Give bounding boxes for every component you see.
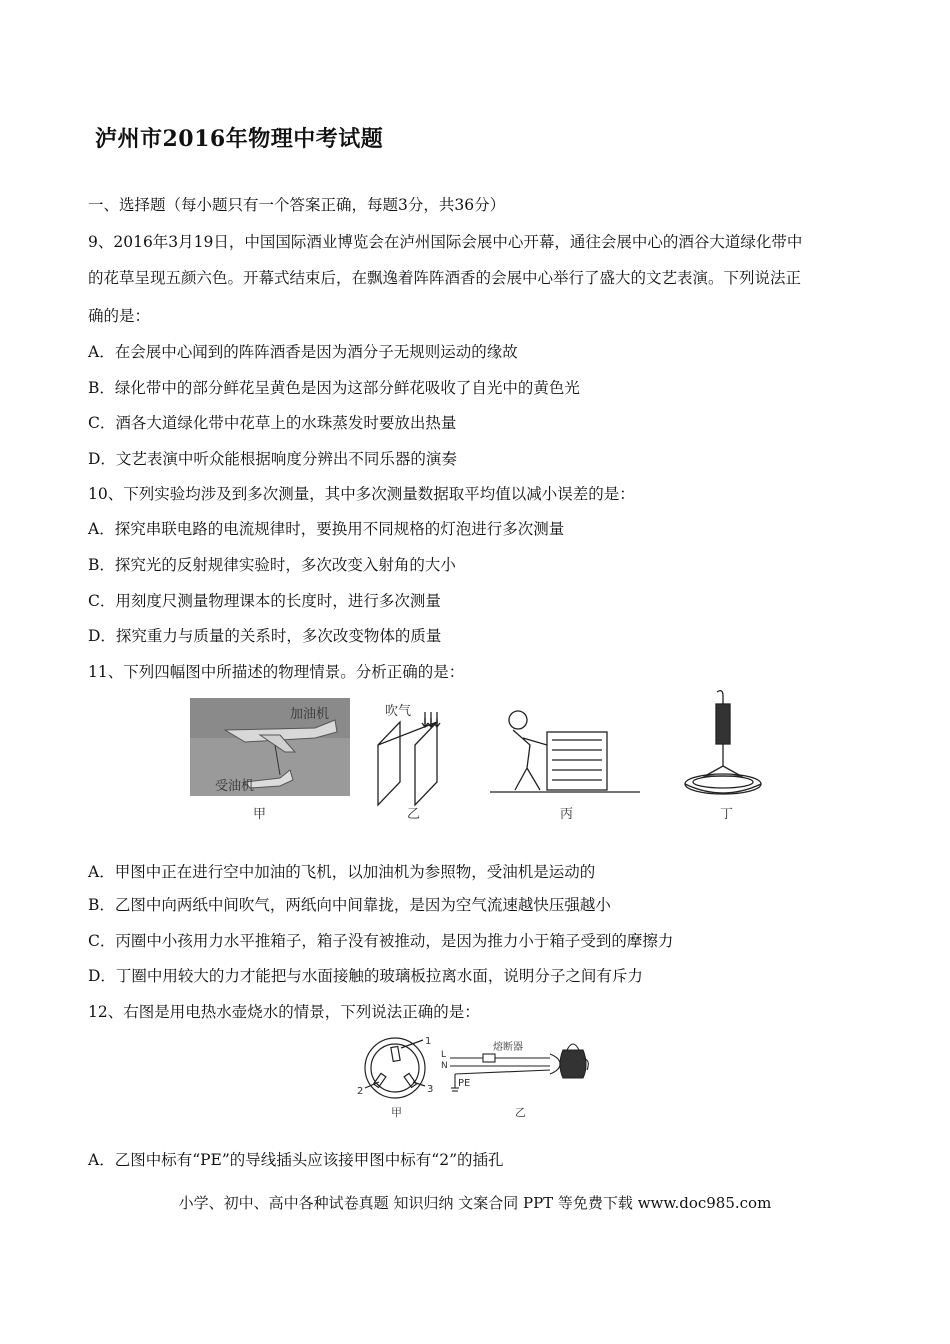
section-heading: 一、选择题（每小题只有一个答案正确，每题3分，共36分） (88, 196, 506, 214)
caption-jia-12: 甲 (391, 1106, 402, 1119)
fuse-label: 熔断器 (493, 1042, 523, 1053)
q10-option-d: D．探究重力与质量的关系时，多次改变物体的质量 (88, 627, 442, 645)
spring-scale-plate-diagram (685, 691, 761, 794)
q12-option-a: A．乙图中标有“PE”的导线插头应该接甲图中标有“2”的插孔 (88, 1151, 504, 1169)
q10-option-a: A．探究串联电路的电流规律时，要换用不同规格的灯泡进行多次测量 (88, 520, 565, 538)
socket-hole-1: 1 (425, 1036, 432, 1047)
q12-figure (355, 1030, 595, 1122)
caption-yi: 乙 (407, 807, 421, 822)
jia-receiver-label: 受油机 (215, 779, 255, 794)
caption-yi-12: 乙 (515, 1106, 526, 1119)
q9-option-d: D．文艺表演中听众能根据响度分辨出不同乐器的演奏 (88, 450, 457, 468)
line-PE-label: PE (458, 1078, 471, 1089)
yi-blow-label: 吹气 (385, 704, 412, 719)
q11-figure (185, 690, 785, 825)
socket-hole-3: 3 (427, 1084, 434, 1095)
q12-stem: 12、右图是用电热水壶烧水的情景，下列说法正确的是： (88, 1003, 480, 1021)
line-L-label: L (441, 1050, 447, 1060)
socket-diagram (365, 1038, 425, 1098)
q10-option-b: B．探究光的反射规律实验时，多次改变入射角的大小 (88, 556, 456, 574)
q9-option-b: B．绿化带中的部分鲜花呈黄色是因为这部分鲜花吸收了自光中的黄色光 (88, 379, 580, 397)
q10-option-c: C．用刻度尺测量物理课本的长度时，进行多次测量 (88, 592, 441, 610)
q9-stem-line-3: 确的是： (88, 307, 151, 325)
caption-ding: 丁 (720, 807, 734, 822)
refueling-aircraft-image (190, 698, 350, 796)
q9-option-a: A．在会展中心闻到的阵阵酒香是因为酒分子无规则运动的缘故 (88, 343, 518, 361)
page-footer: 小学、初中、高中各种试卷真题 知识归纳 文案合同 PPT 等免费下载 www.doc985.com (178, 1194, 772, 1212)
kid-pushing-box-diagram (490, 711, 640, 792)
q11-option-b: B．乙图中向两纸中间吹气，两纸向中间靠拢，是因为空气流速越快压强越小 (88, 896, 611, 914)
q10-stem: 10、下列实验均涉及到多次测量，其中多次测量数据取平均值以减小误差的是： (88, 485, 635, 503)
paper-blowing-diagram (378, 712, 440, 805)
q9-option-c: C．酒各大道绿化带中花草上的水珠蒸发时要放出热量 (88, 414, 457, 432)
page-title: 泸州市2016年物理中考试题 (95, 126, 384, 152)
q11-option-d: D．丁圈中用较大的力才能把与水面接触的玻璃板拉离水面，说明分子之间有斥力 (88, 967, 643, 985)
socket-hole-2: 2 (357, 1086, 364, 1097)
caption-bing: 丙 (560, 807, 574, 822)
q11-stem: 11、下列四幅图中所描述的物理情景。分析正确的是： (88, 663, 465, 681)
line-N-label: N (441, 1061, 448, 1071)
q11-option-a: A．甲图中正在进行空中加油的飞机，以加油机为参照物，受油机是运动的 (88, 863, 596, 881)
q11-option-c: C．丙圈中小孩用力水平推箱子，箱子没有被推动，是因为推力小于箱子受到的摩擦力 (88, 932, 674, 950)
q9-stem-line-1: 9、2016年3月19日，中国国际酒业博览会在泸州国际会展中心开幕，通往会展中心的酒谷大道绿化带中 (88, 233, 803, 251)
caption-jia: 甲 (253, 807, 267, 822)
jia-tanker-label: 加油机 (290, 707, 330, 722)
q9-stem-line-2: 的花草呈现五颜六色。开幕式结束后，在飘逸着阵阵酒香的会展中心举行了盛大的文艺表演。下列说法正 (88, 269, 802, 287)
